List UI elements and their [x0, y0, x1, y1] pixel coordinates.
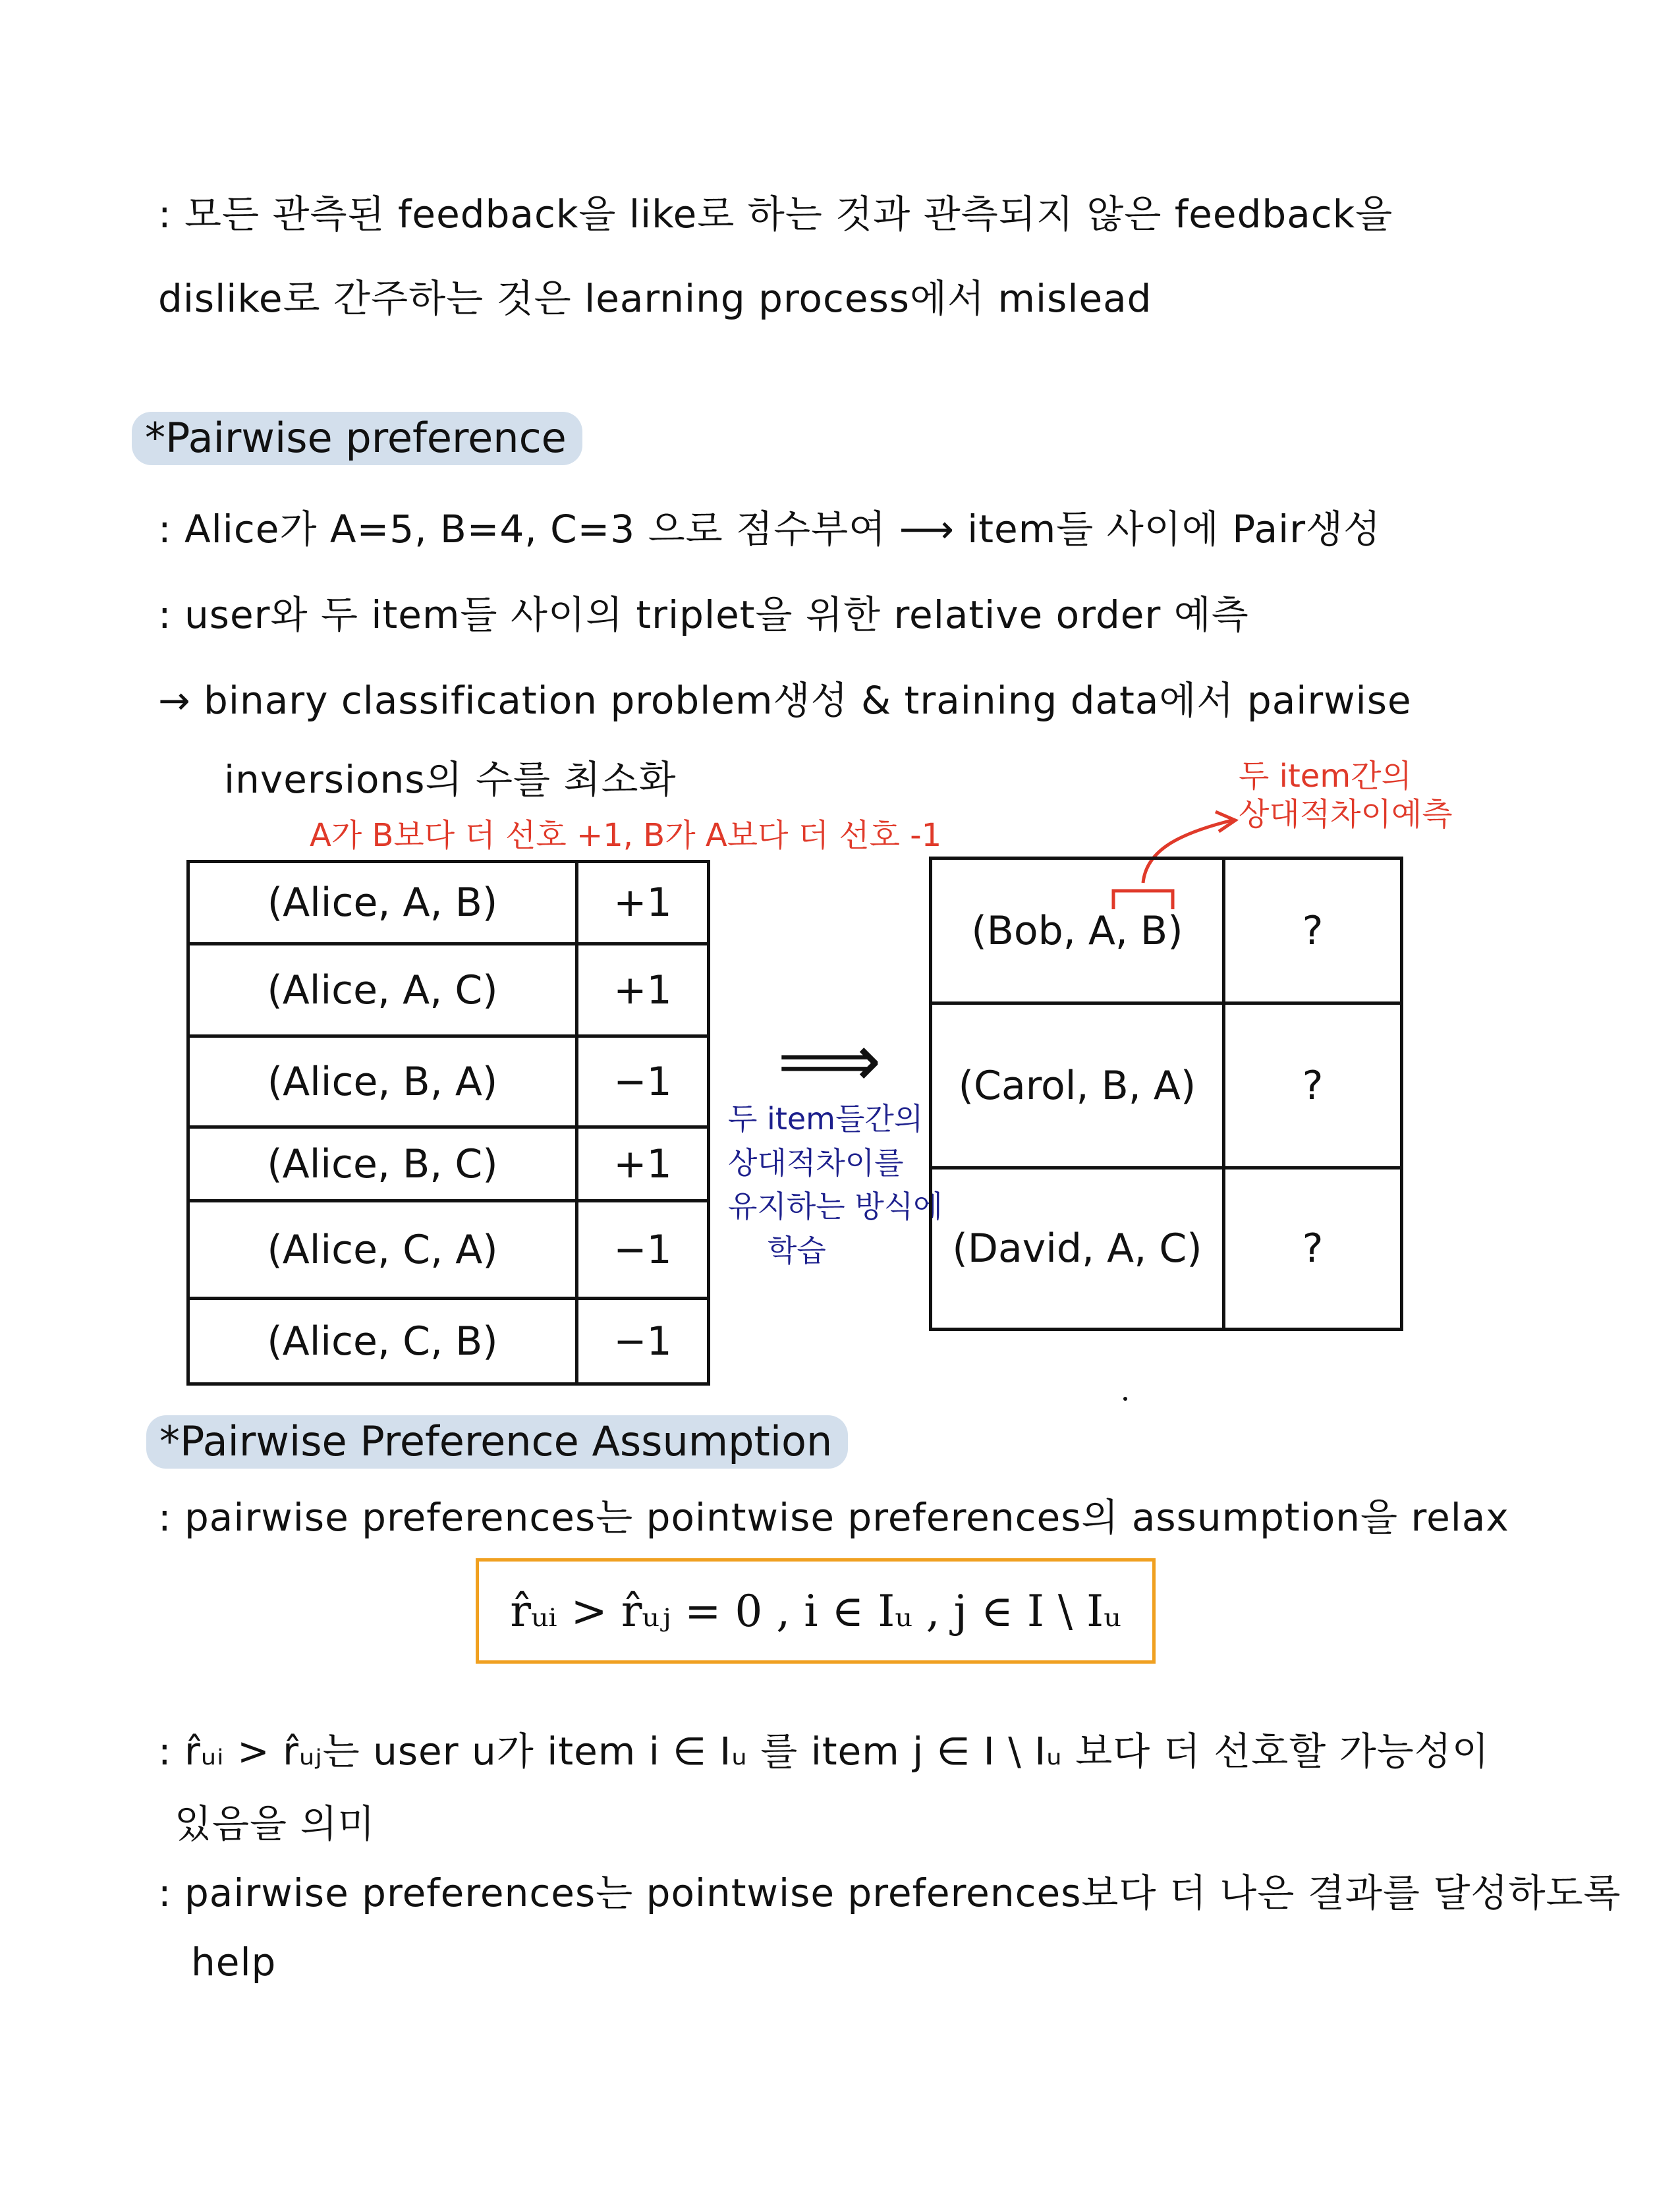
training-pair-triplet-cell: (Alice, C, A) — [188, 1201, 577, 1299]
prediction-pair-triplet-cell: (Carol, B, A) — [931, 1003, 1224, 1168]
annotation-relative-difference-line-2: 상대적차이예측 — [1239, 795, 1453, 833]
training-pair-triplet-cell: (Alice, B, C) — [188, 1127, 577, 1201]
section1-line-1: : Alice가 A=5, B=4, C=3 으로 점수부여 ⟶ item들 사이에 Pair생성 — [158, 507, 1382, 551]
training-pair-label-cell: +1 — [577, 1127, 709, 1201]
prediction-pair-row — [931, 1168, 1402, 1330]
annotation-relative-difference-line-1: 두 item간의 — [1239, 758, 1412, 795]
training-pair-label-cell: −1 — [577, 1299, 709, 1384]
prediction-pair-triplet-cell: (David, A, C) — [931, 1168, 1224, 1330]
training-pair-row — [188, 862, 709, 944]
prediction-pair-label-cell: ? — [1224, 1168, 1402, 1330]
training-pair-label-cell: −1 — [577, 1036, 709, 1127]
section2-line-5: help — [191, 1940, 277, 1985]
intro-line-1: : 모든 관측된 feedback을 like로 하는 것과 관측되지 않은 feedback을 — [158, 192, 1393, 237]
stray-dot — [1123, 1397, 1127, 1401]
training-pairs-table — [186, 860, 710, 1386]
implies-arrow-icon: ⟹ — [777, 1019, 882, 1103]
annotation-learning-method-line-4: 학습 — [768, 1233, 826, 1269]
formula-box — [476, 1558, 1156, 1664]
section1-line-2: : user와 두 item들 사이의 triplet을 위한 relative order 예측 — [158, 592, 1249, 637]
section-heading-pairwise-preference: *Pairwise preference — [132, 412, 582, 465]
section2-line-2: : r̂ᵤᵢ > r̂ᵤⱼ는 user u가 item i ∈ Iᵤ 를 item j ∈ I \ Iᵤ 보다 더 선호할 가능성이 — [158, 1729, 1490, 1774]
training-pair-triplet-cell: (Alice, A, B) — [188, 862, 577, 944]
section1-line-4: inversions의 수를 최소화 — [224, 757, 677, 802]
prediction-pair-row — [931, 1003, 1402, 1168]
training-pair-label-cell: +1 — [577, 862, 709, 944]
prediction-pair-row — [931, 859, 1402, 1003]
section-heading-pairwise-preference-assumption: *Pairwise Preference Assumption — [146, 1415, 848, 1469]
training-pair-row — [188, 944, 709, 1036]
section2-line-1: : pairwise preferences는 pointwise preferences의 assumption을 relax — [158, 1495, 1509, 1540]
annotation-learning-method — [728, 1097, 943, 1273]
section1-line-3: → binary classification problem생성 & training data에서 pairwise — [158, 678, 1412, 723]
prediction-pair-label-cell: ? — [1224, 859, 1402, 1003]
annotation-learning-method-line-2: 상대적차이를 — [728, 1144, 904, 1181]
prediction-pair-triplet-cell: (Bob, A, B) — [931, 859, 1224, 1003]
training-pair-row — [188, 1036, 709, 1127]
training-pair-row — [188, 1127, 709, 1201]
training-pair-triplet-cell: (Alice, B, A) — [188, 1036, 577, 1127]
section2-line-4: : pairwise preferences는 pointwise preferences보다 더 나은 결과를 달성하도록 — [158, 1871, 1621, 1915]
training-pair-row — [188, 1299, 709, 1384]
training-pair-triplet-cell: (Alice, C, B) — [188, 1299, 577, 1384]
annotation-learning-method-line-1: 두 item들간의 — [728, 1101, 924, 1137]
intro-line-2: dislike로 간주하는 것은 learning process에서 mislead — [158, 276, 1152, 321]
formula: r̂ᵤᵢ > r̂ᵤⱼ = 0 , i ∈ Iᵤ , j ∈ I \ Iᵤ — [510, 1585, 1121, 1637]
annotation-learning-method-line-3: 유지하는 방식에 — [728, 1189, 943, 1225]
prediction-pairs-table — [929, 857, 1403, 1331]
training-pair-label-cell: +1 — [577, 944, 709, 1036]
training-pair-label-cell: −1 — [577, 1201, 709, 1299]
section2-line-3: 있음을 의미 — [175, 1801, 376, 1846]
annotation-preference-rule: A가 B보다 더 선호 +1, B가 A보다 더 선호 -1 — [310, 817, 942, 854]
training-pair-row — [188, 1201, 709, 1299]
prediction-pair-label-cell: ? — [1224, 1003, 1402, 1168]
training-pair-triplet-cell: (Alice, A, C) — [188, 944, 577, 1036]
